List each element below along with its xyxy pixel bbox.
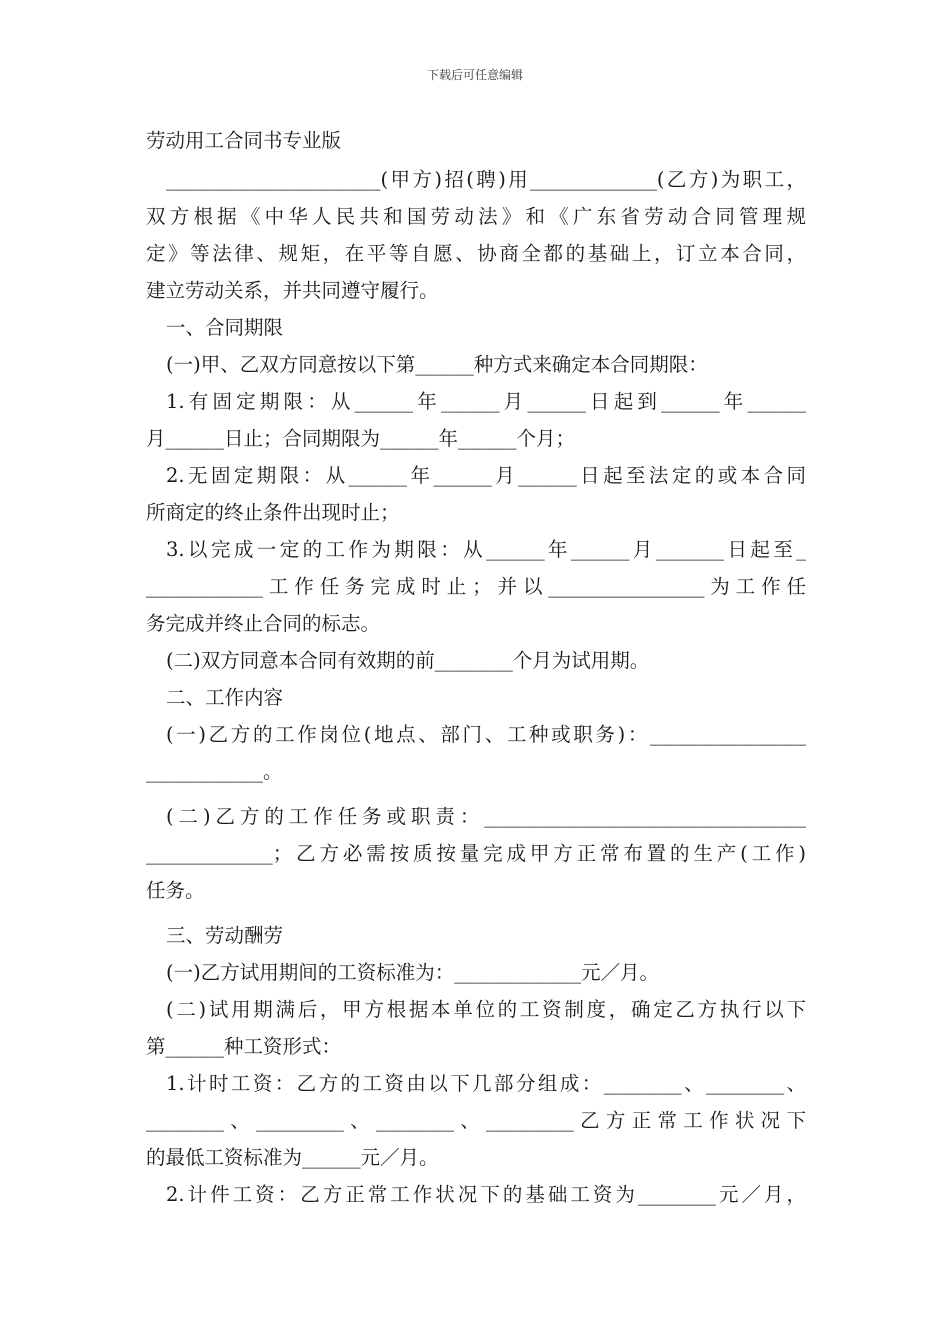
text-line: (一)乙方的工作岗位(地点、部门、工种或职务)：________________: [166, 723, 806, 746]
paragraph-gap: [146, 790, 806, 798]
text-line: 1.计时工资：乙方的工资由以下几部分组成：________、________、: [166, 1072, 806, 1095]
text-line: (二)试用期满后，甲方根据本单位的工资制度，确定乙方执行以下: [166, 998, 806, 1021]
text-line: 的最低工资标准为______元／月。: [146, 1146, 439, 1169]
text-line: (二)乙方的工作任务或职责：_________________________________: [166, 805, 806, 828]
text-line: 一、合同期限: [166, 316, 284, 339]
text-line: (一)乙方试用期间的工资标准为：_____________元／月。: [166, 961, 659, 984]
text-line: 2.无固定期限：从______年______月______日起至法定的或本合同: [166, 464, 806, 487]
text-line: 定》等法律、规矩，在平等自愿、协商全都的基础上，订立本合同，: [146, 242, 806, 265]
text-line: 务完成并终止合同的标志。: [146, 612, 381, 635]
text-line: 所商定的终止条件出现时止；: [146, 501, 400, 524]
text-line: 任务。: [146, 879, 205, 902]
text-line: ______________________(甲方)招(聘)用_____________(乙方)为职工，: [166, 168, 806, 191]
text-line: 三、劳动酬劳: [166, 924, 284, 947]
text-line: 月______日止；合同期限为______年______个月；: [146, 427, 576, 450]
document-body: [146, 122, 806, 1213]
text-line: 第______种工资形式：: [146, 1035, 342, 1058]
text-line: (一)甲、乙双方同意按以下第______种方式来确定本合同期限：: [166, 353, 708, 376]
text-line: 双方根据《中华人民共和国劳动法》和《广东省劳动合同管理规: [146, 205, 806, 228]
text-line: ________、_________、________、_________乙方正常工作状况下: [146, 1109, 806, 1132]
paragraph-gap: [146, 909, 806, 917]
text-line: _____________；乙方必需按质按量完成甲方正常布置的生产(工作): [146, 842, 806, 865]
text-line: 2.计件工资：乙方正常工作状况下的基础工资为________元／月，: [166, 1183, 806, 1206]
text-line: 1.有固定期限：从______年______月______日起到______年______: [166, 390, 806, 413]
page-header-note: 下载后可任意编辑: [426, 68, 523, 82]
text-line: 建立劳动关系，并共同遵守履行。: [146, 279, 439, 302]
text-line: (二)双方同意本合同有效期的前________个月为试用期。: [166, 649, 650, 672]
text-line: ____________。: [146, 760, 283, 783]
text-line: ____________工作任务完成时止；并以________________为工作任: [146, 575, 806, 598]
text-line: 二、工作内容: [166, 686, 284, 709]
document-title: 劳动用工合同书专业版: [146, 129, 342, 152]
contract-text: [146, 161, 806, 1213]
text-line: 3.以完成一定的工作为期限：从______年______月_______日起至_: [166, 538, 806, 561]
